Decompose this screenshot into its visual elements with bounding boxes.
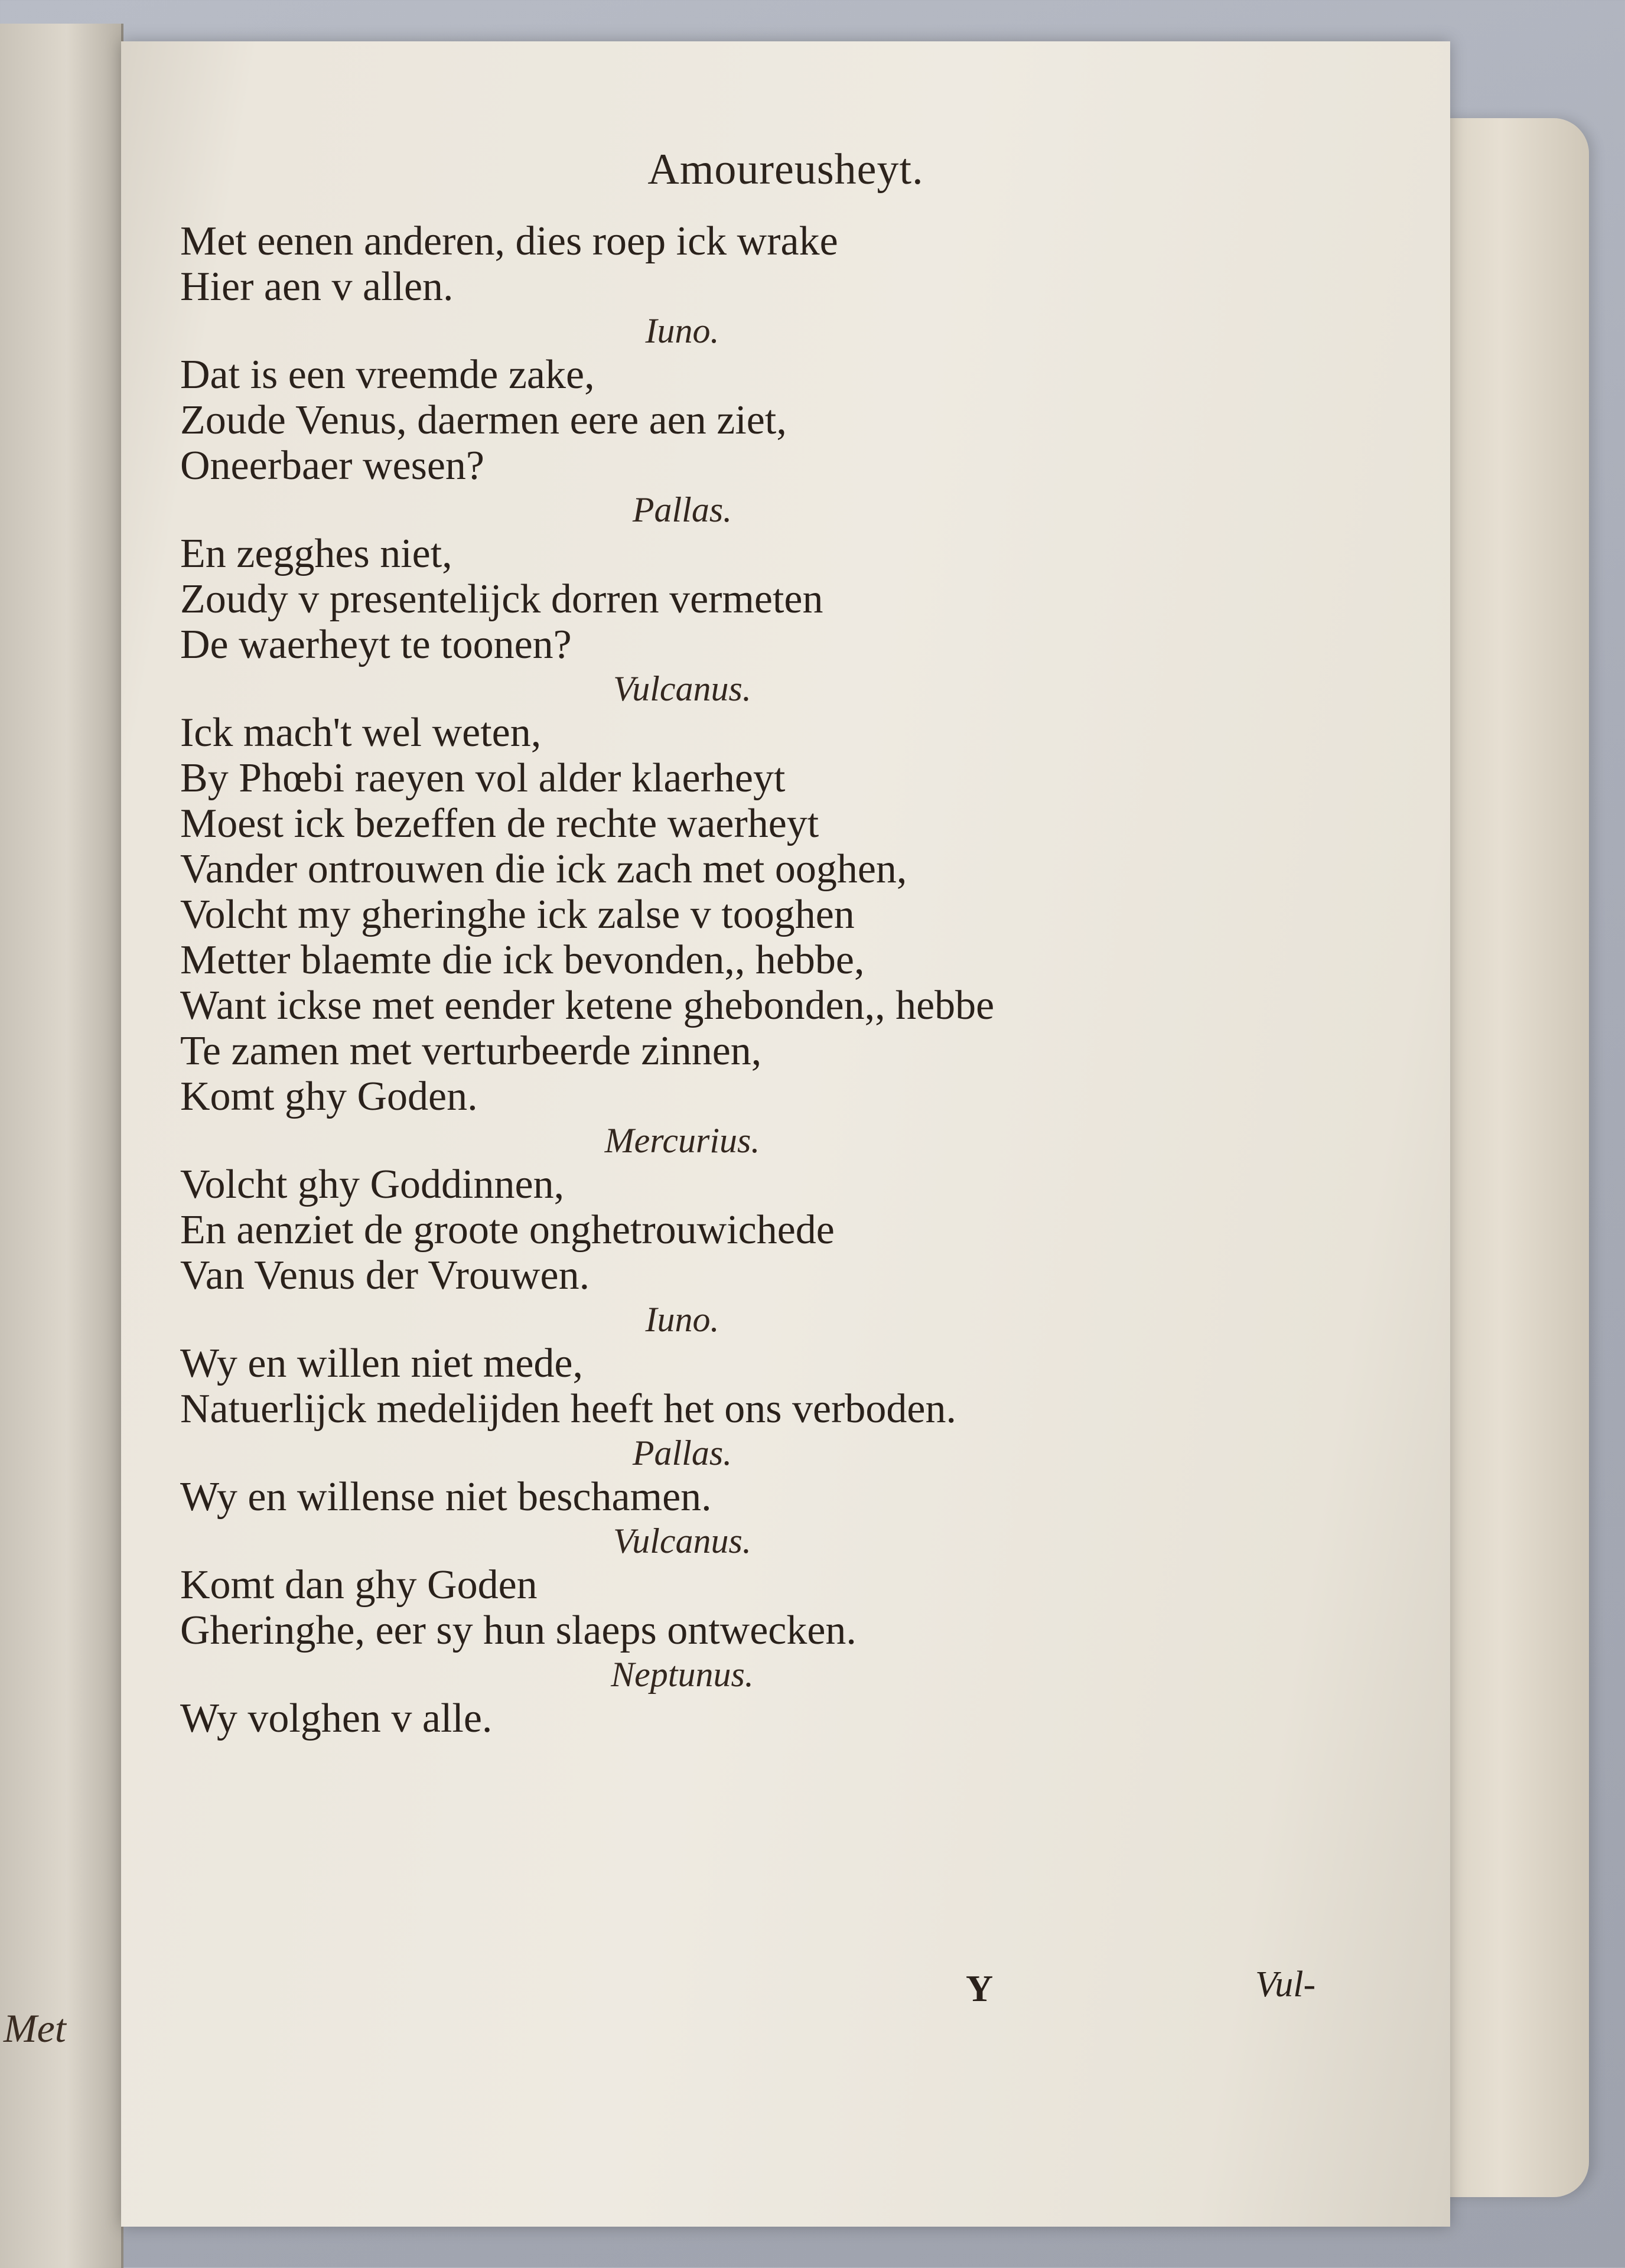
- speaker-heading: Iuno.: [645, 1300, 719, 1339]
- verse-line: Zoudy v presentelijck dorren vermeten: [180, 576, 823, 622]
- verse-line: Natuerlijck medelijden heeft het ons verboden.: [180, 1386, 956, 1432]
- verse-line: Wy en willen niet mede,: [180, 1341, 583, 1386]
- book-page: [121, 41, 1450, 2227]
- speaker-heading: Vulcanus.: [613, 669, 751, 708]
- speaker-heading: Pallas.: [632, 490, 732, 529]
- verse-line: Wy en willense niet beschamen.: [180, 1474, 712, 1520]
- verse-line: Moest ick bezeffen de rechte waerheyt: [180, 801, 819, 846]
- verse-line: Zoude Venus, daermen eere aen ziet,: [180, 397, 787, 443]
- verse-line: Volcht ghy Goddinnen,: [180, 1162, 565, 1207]
- catchword: Vul-: [1255, 1964, 1316, 2005]
- verse-line: Wy volghen v alle.: [180, 1696, 493, 1741]
- verse-line: En zegghes niet,: [180, 531, 452, 576]
- verse-line: De waerheyt te toonen?: [180, 622, 572, 667]
- verse-line: Hier aen v allen.: [180, 264, 454, 309]
- verse-line: Met eenen anderen, dies roep ick wrake: [180, 219, 838, 264]
- verse-line: Komt dan ghy Goden: [180, 1562, 538, 1608]
- verse-line: Van Venus der Vrouwen.: [180, 1253, 590, 1298]
- verse-line: Volcht my gheringhe ick zalse v tooghen: [180, 892, 855, 937]
- verse-line: Ick mach't wel weten,: [180, 710, 542, 755]
- speaker-heading: Neptunus.: [611, 1655, 754, 1694]
- speaker-heading: Mercurius.: [604, 1121, 760, 1160]
- verse-line: Dat is een vreemde zake,: [180, 352, 595, 397]
- signature-mark: Y: [966, 1967, 994, 2009]
- left-page-catchword: Met: [4, 2006, 66, 2051]
- verse-line: Te zamen met verturbeerde zinnen,: [180, 1028, 762, 1074]
- speaker-heading: Vulcanus.: [613, 1521, 751, 1560]
- verse-line: Komt ghy Goden.: [180, 1074, 478, 1119]
- speaker-heading: Pallas.: [632, 1433, 732, 1472]
- speaker-heading: Iuno.: [645, 311, 719, 350]
- play-text: [180, 219, 1302, 1741]
- verse-line: Vander ontrouwen die ick zach met ooghen,: [180, 846, 907, 892]
- left-page-edge: [0, 24, 123, 2268]
- verse-line: By Phœbi raeyen vol alder klaerheyt: [180, 755, 786, 801]
- verse-line: Gheringhe, eer sy hun slaeps ontwecken.: [180, 1608, 857, 1653]
- verse-line: En aenziet de groote onghetrouwichede: [180, 1207, 835, 1253]
- verse-line: Metter blaemte die ick bevonden,, hebbe,: [180, 937, 865, 983]
- verse-line: Want ickse met eender ketene ghebonden,, hebbe: [180, 983, 995, 1028]
- page-stack-edge: [1441, 118, 1589, 2197]
- verse-line: Oneerbaer wesen?: [180, 443, 484, 488]
- running-head: Amoureusheyt.: [647, 145, 924, 194]
